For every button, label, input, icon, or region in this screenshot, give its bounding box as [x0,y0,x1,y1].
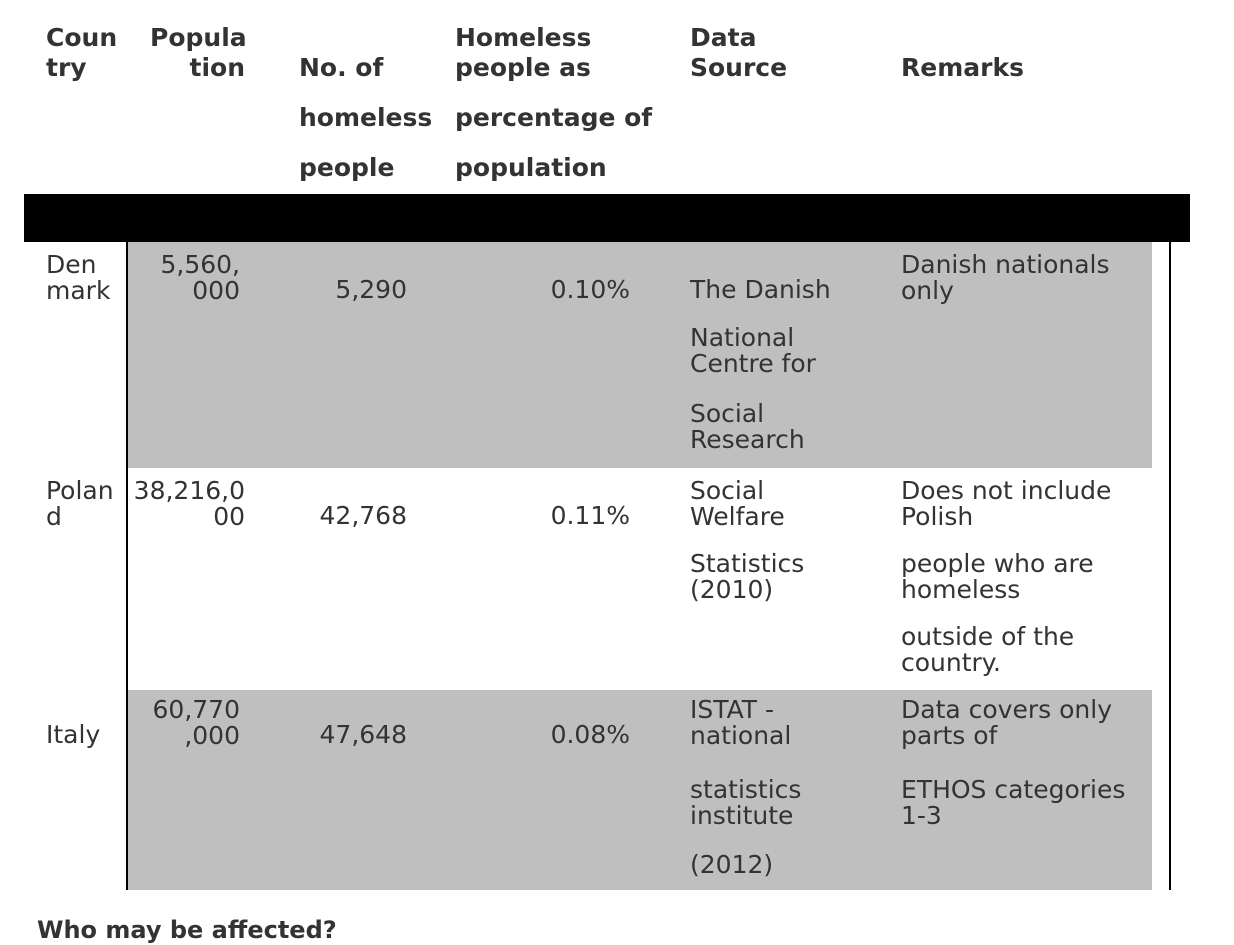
cell-remarks-line-3: people who are homeless [901,549,1094,604]
cell-population: 60,770 ,000 [152,695,240,750]
cell-percentage: 0.10% [550,275,630,304]
cell-population: 5,560, 000 [160,250,240,305]
cell-source-line-3: Statistics (2010) [690,549,805,604]
header-source: Data Source [690,23,788,82]
cell-source-line-5: (2012) [690,850,774,879]
section-heading: Who may be affected? [37,916,337,944]
header-percentage-line-2: people as [455,53,591,82]
header-percentage-line-3: percentage of [455,103,653,132]
header-homeless-line-3: people [299,153,395,182]
table-left-border [126,242,128,890]
cell-homeless: 42,768 [319,501,407,530]
table-right-border [1169,242,1171,890]
cell-source-line-1: ISTAT - national [690,695,792,750]
header-separator-band [24,194,1190,242]
cell-source-line-1: The Danish [690,275,831,304]
header-homeless-line-2: homeless [299,103,433,132]
header-percentage-line-4: population [455,153,607,182]
cell-homeless: 47,648 [319,720,407,749]
cell-source-line-4: Social Research [690,399,805,454]
header-population: Popula tion [150,23,247,82]
cell-remarks-line-1: Does not include Polish [901,476,1112,531]
cell-percentage: 0.11% [550,501,630,530]
cell-country: Polan d [46,476,114,531]
header-country: Coun try [46,23,118,82]
cell-population: 38,216,0 00 [133,476,245,531]
cell-percentage: 0.08% [550,720,630,749]
cell-source-line-3: statistics institute [690,775,802,830]
header-percentage-line-1: Homeless [455,23,592,52]
cell-source-line-2: National Centre for [690,323,816,378]
header-remarks: Remarks [901,53,1024,82]
header-homeless-line-1: No. of [299,53,384,82]
cell-homeless: 5,290 [335,275,407,304]
cell-remarks: Danish nationals only [901,250,1110,305]
cell-remarks-line-3: ETHOS categories 1-3 [901,775,1126,830]
cell-remarks-line-1: Data covers only parts of [901,695,1112,750]
cell-remarks-line-5: outside of the country. [901,622,1075,677]
cell-source-line-1: Social Welfare [690,476,785,531]
cell-country: Den mark [46,250,111,305]
cell-country: Italy [46,720,101,749]
